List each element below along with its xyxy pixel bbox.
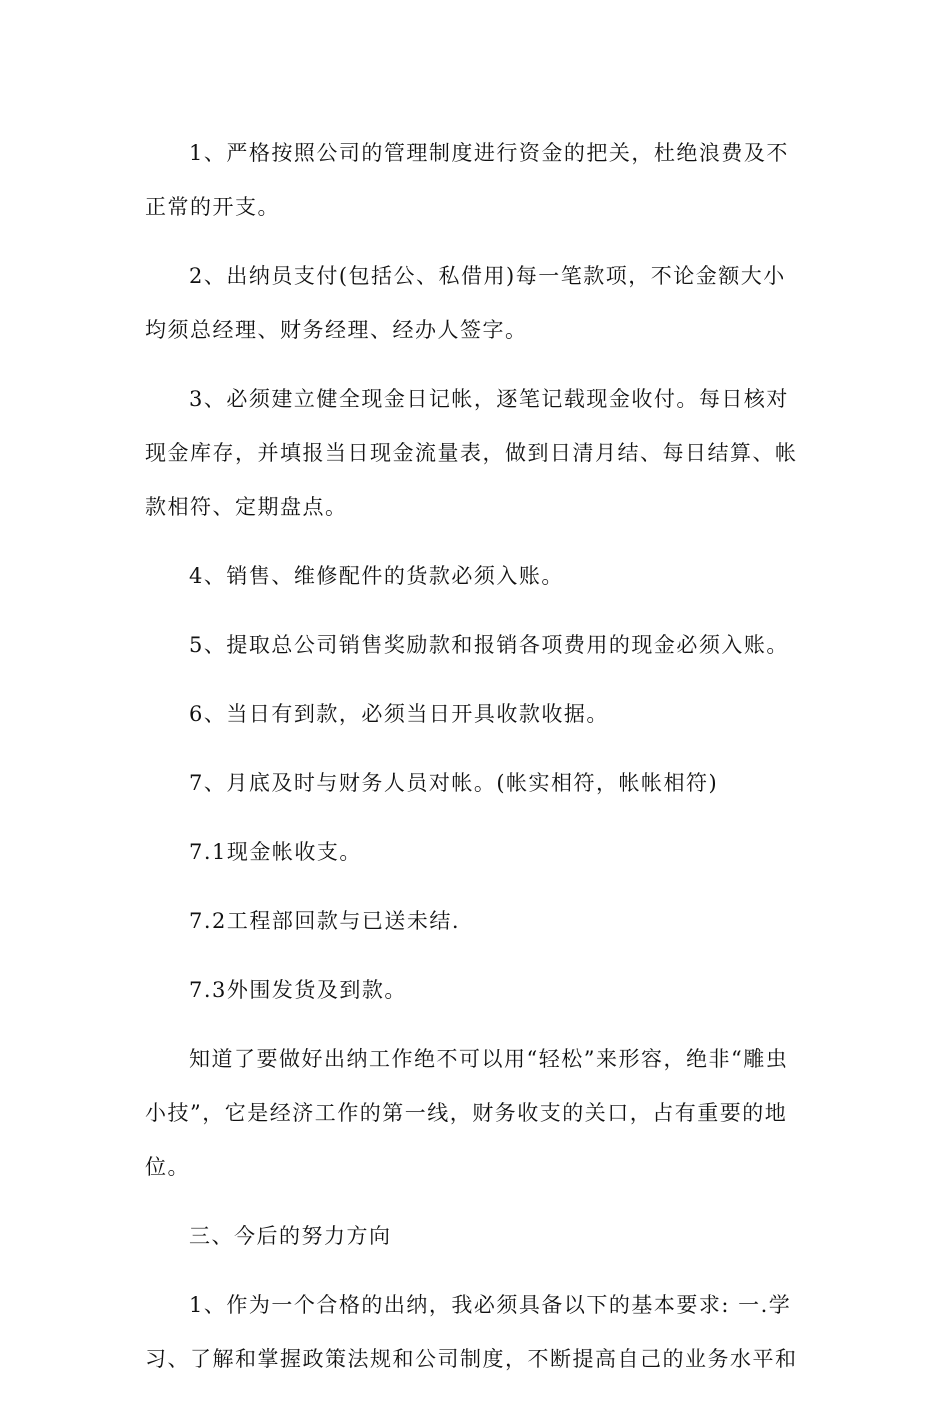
paragraph-1: 1、严格按照公司的管理制度进行资金的把关，杜绝浪费及不正常的开支。 <box>145 141 789 219</box>
paragraph-7-1: 7.1现金帐收支。 <box>189 840 362 864</box>
paragraph-6: 6、当日有到款，必须当日开具收款收据。 <box>189 702 609 726</box>
section-heading: 三、今后的努力方向 <box>189 1224 392 1248</box>
paragraph-7: 7、月底及时与财务人员对帐。(帐实相符，帐帐相符) <box>189 771 719 795</box>
paragraph-7-2: 7.2工程部回款与已送未结. <box>189 909 461 933</box>
paragraph-5: 5、提取总公司销售奖励款和报销各项费用的现金必须入账。 <box>189 633 789 657</box>
paragraph-2: 2、出纳员支付(包括公、私借用)每一笔款项，不论金额大小均须总经理、财务经理、经办人签字。 <box>145 264 786 342</box>
paragraph-7-3: 7.3外围发货及到款。 <box>189 978 407 1002</box>
paragraph-requirements: 1、作为一个合格的出纳，我必须具备以下的基本要求: 一.学习、了解和掌握政策法规和公司制度，不断提高自己的业务水平和 <box>145 1293 798 1371</box>
paragraph-summary: 知道了要做好出纳工作绝不可以用“轻松”来形容，绝非“雕虫小技”，它是经济工作的第一线，财务收支的关口，占有重要的地位。 <box>145 1047 789 1179</box>
paragraph-3: 3、必须建立健全现金日记帐，逐笔记载现金收付。每日核对现金库存，并填报当日现金流量表，做到日清月结、每日结算、帐款相符、定期盘点。 <box>145 387 798 519</box>
document-body <box>145 126 805 1401</box>
paragraph-4: 4、销售、维修配件的货款必须入账。 <box>189 564 564 588</box>
